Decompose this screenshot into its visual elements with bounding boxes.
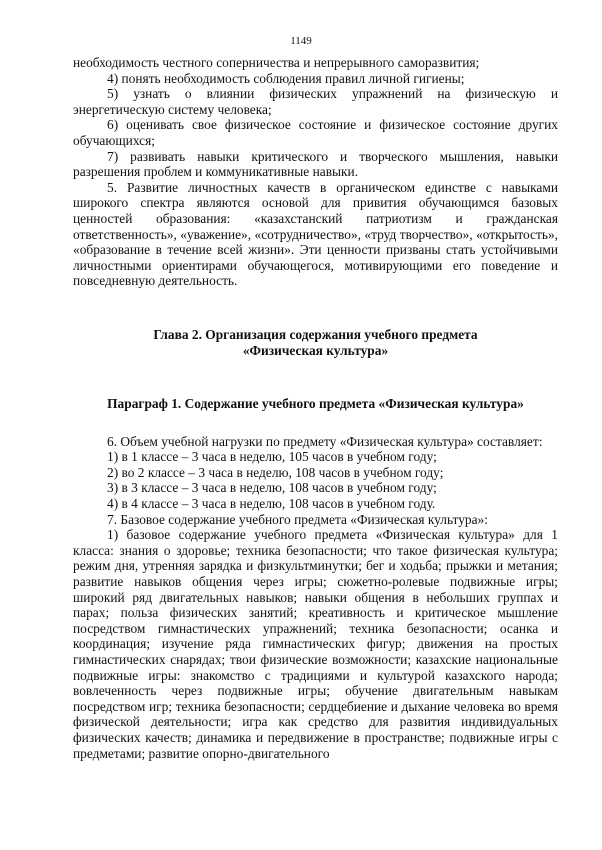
paragraph: 2) во 2 классе – 3 часа в неделю, 108 часов в учебном году; <box>107 464 444 480</box>
text-block-content <box>73 434 558 761</box>
paragraph: 4) понять необходимость соблюдения правил личной гигиены; <box>107 70 465 86</box>
chapter-title-line-1: Глава 2. Организация содержания учебного предмета <box>153 326 478 342</box>
chapter-title <box>73 327 558 358</box>
paragraph: 6. Объем учебной нагрузки по предмету «Физическая культура» составляет: <box>107 433 543 449</box>
paragraph: 3) в 3 классе – 3 часа в неделю, 108 часов в учебном году; <box>107 480 437 496</box>
paragraph: 6) оценивать свое физическое состояние и физическое состояние других обучающихся; <box>73 117 558 148</box>
paragraph: 7) развивать навыки критического и творческого мышления, навыки разрешения проблем и коммуникативные навыки. <box>73 148 558 180</box>
text-block-competencies <box>73 55 558 289</box>
chapter-title-line-2: «Физическая культура» <box>242 342 389 358</box>
paragraph: 7. Базовое содержание учебного предмета «Физическая культура»: <box>107 511 488 527</box>
paragraph: 1) в 1 классе – 3 часа в неделю, 105 часов в учебном году; <box>107 449 437 465</box>
paragraph: необходимость честного соперничества и непрерывного саморазвития; <box>73 55 480 70</box>
page-number: 1149 <box>290 35 312 47</box>
paragraph: 4) в 4 классе – 3 часа в неделю, 108 часов в учебном году. <box>107 496 436 512</box>
paragraph: 5. Развитие личностных качеств в органическом единстве с навыками широкого спектра являются основой для привития обучающимся базовых ценностей образования: «казахстанский патриотизм и гражданская ответственность», «уважение», «сотрудничество», «труд творчество», «открытость», «образование в течение всей жизни». Эти ценности призваны стать устойчивыми личностными ориентирами обучающегося, мотивирующими его поведение и повседневную деятельность. <box>73 179 558 289</box>
paragraph: 5) узнать о влиянии физических упражнений на физическую и энергетическую систему человека; <box>73 86 558 117</box>
paragraph: 1) базовое содержание учебного предмета «Физическая культура» для 1 класса: знания о здоровье; техника безопасности; что такое физическая культура; режим дня, утренняя зарядка и физкультминутки; бег и ходьба; прыжки и метания; развитие навыков общения через игры; сюжетно-ролевые подвижные игры; широкий ряд двигательных навыков; навыки общения в небольших группах и парах; польза физических занятий; креативность и критическое мышление посредством гимнастических упражнений; техника безопасности; осанка и координация; изучение ряда гимнастических фигур; движения на простых гимнастических снарядах; твои физические возможности; казахские национальные подвижные игры: знакомство с традициями и культурой казахского народа; вовлеченность через подвижные игры; обучение двигательным навыкам посредством игр; техника безопасности; сердцебиение и дыхание человека во время физической деятельности; игра как средство для развития индивидуальных физических качеств; динамика и передвижение в пространстве; подвижные игры с предметами; развитие опорно-двигательного <box>73 527 558 761</box>
paragraph-title: Параграф 1. Содержание учебного предмета «Физическая культура» <box>107 396 524 412</box>
page-content <box>73 55 558 761</box>
